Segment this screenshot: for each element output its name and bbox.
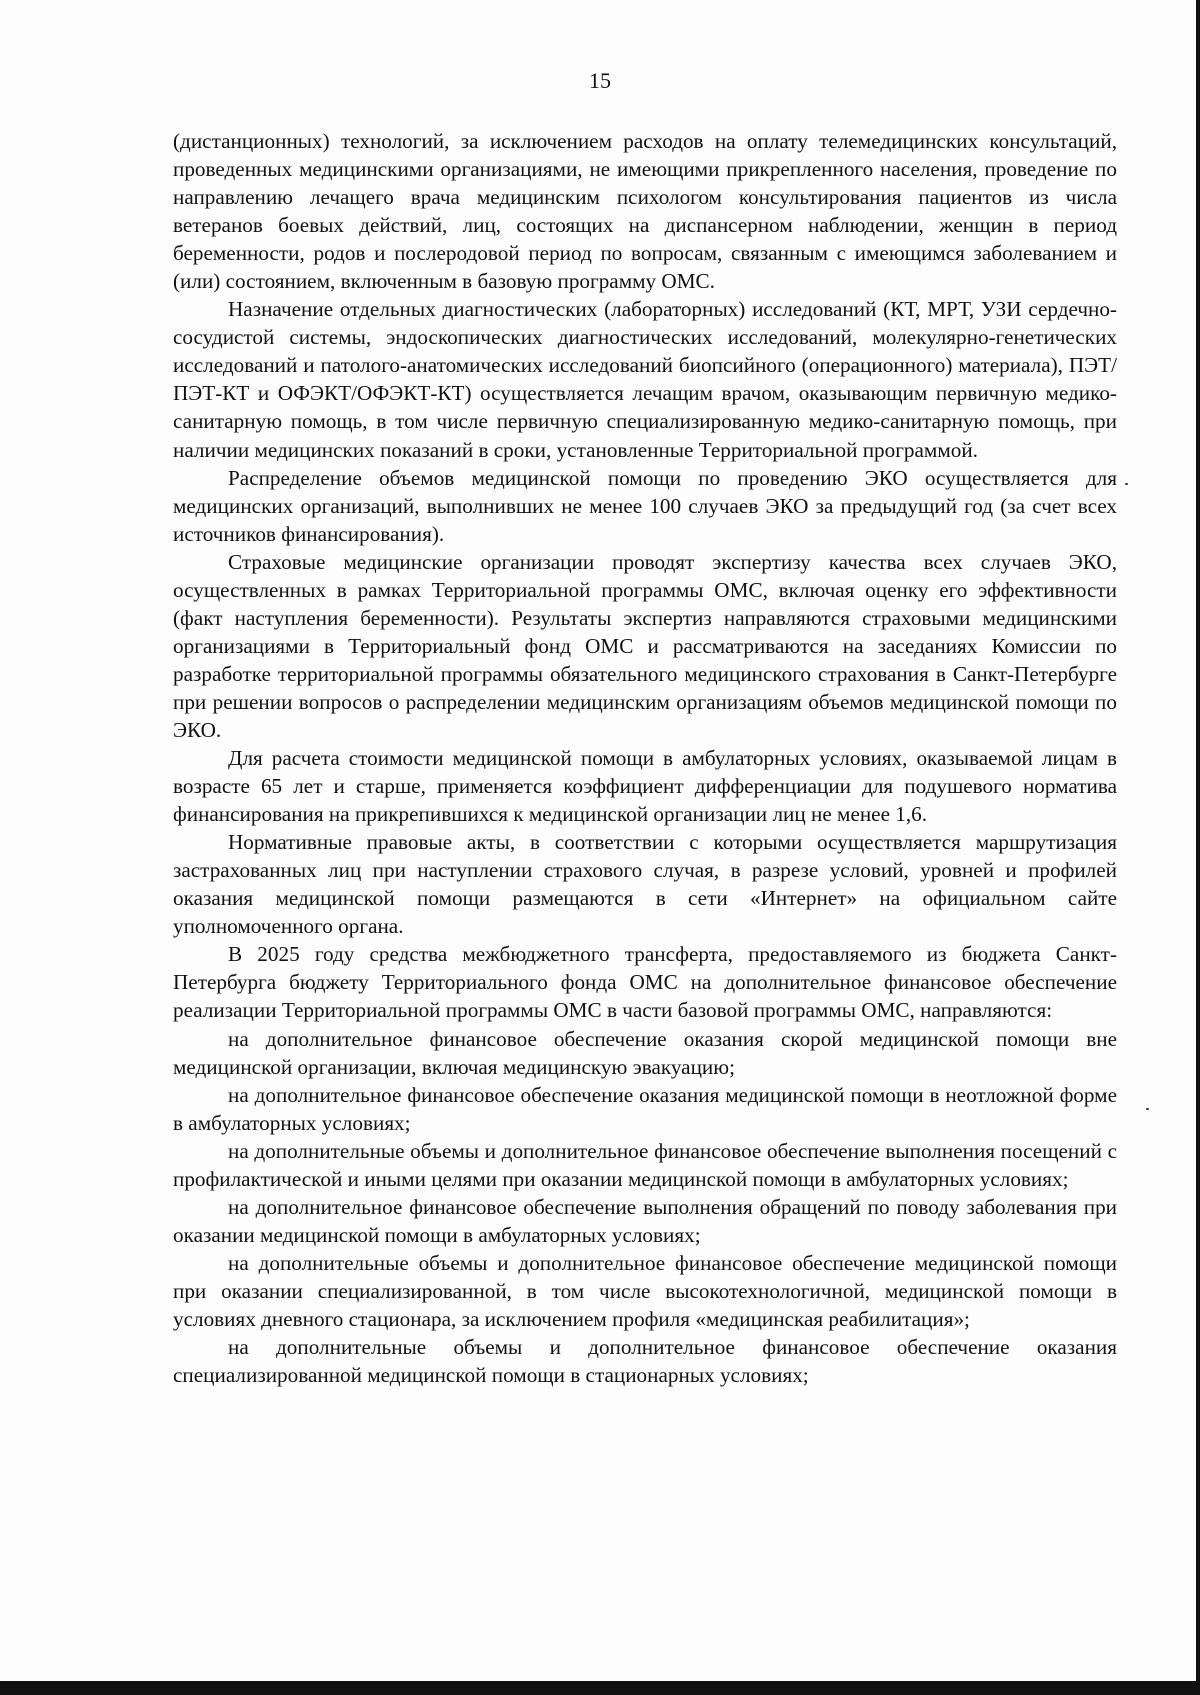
list-item-inpatient-care: на дополнительные объемы и дополнительное финансовое обеспечение оказания специализированной медицинской помощи в стационарных условиях; (173, 1335, 1117, 1388)
paragraph-ambulatory-coefficient: Для расчета стоимости медицинской помощи в амбулаторных условиях, оказываемой лицам в возрасте 65 лет и старше, применяется коэффициент дифференциации для подушевого норматива финансирования на прикрепившихся к медицинской организации лиц не менее 1,6. (173, 746, 1117, 827)
paragraph-eco-distribution: Распределение объемов медицинской помощи по проведению ЭКО осуществляется для медицинских организаций, выполнивших не менее 100 случаев ЭКО за предыдущий год (за счет всех источников финансирования). (173, 465, 1117, 546)
scan-border-right (1196, 0, 1200, 1695)
page-number: 15 (589, 68, 611, 93)
scan-speck (1125, 483, 1128, 485)
paragraph-interbudget-transfer: В 2025 году средства межбюджетного трансферта, предоставляемого из бюджета Санкт-Петербурга бюджету Территориального фонда ОМС на дополнительное финансовое обеспечение реализации Территориальной программы ОМС в части базовой программы ОМС, направляются: (173, 942, 1117, 1023)
paragraph-eco-expertise: Страховые медицинские организации проводят экспертизу качества всех случаев ЭКО, осуществленных в рамках Территориальной программы ОМС, включая оценку его эффективности (факт наступления беременности). Результаты экспертиз направляются страховыми медицинскими организациями в Территориальный фонд ОМС и рассматриваются на заседаниях Комиссии по разработке территориальной программы обязательного медицинского страхования в Санкт-Петербурге при решении вопросов о распределении медицинским организациям объемов медицинской помощи по ЭКО. (173, 549, 1117, 742)
document-body (173, 127, 1117, 1389)
scan-border-bottom (0, 1681, 1200, 1695)
paragraph-routing-acts: Нормативные правовые акты, в соответствии с которыми осуществляется маршрутизация застрахованных лиц при наступлении страхового случая, в разрезе условий, уровней и профилей оказания медицинской помощи размещаются в сети «Интернет» на официальном сайте уполномоченного органа. (173, 830, 1117, 939)
list-item-urgent-ambulatory: на дополнительное финансовое обеспечение оказания медицинской помощи в неотложной форме в амбулаторных условиях; (173, 1082, 1117, 1135)
list-item-emergency-care: на дополнительное финансовое обеспечение оказания скорой медицинской помощи вне медицинской организации, включая медицинскую эвакуацию; (173, 1026, 1117, 1079)
paragraph-diagnostic-studies: Назначение отдельных диагностических (лабораторных) исследований (КТ, МРТ, УЗИ сердечно-сосудистой системы, эндоскопических диагностических исследований, молекулярно-генетических исследований и патолого-анатомических исследований биопсийного (операционного) материала), ПЭТ/ПЭТ-КТ и ОФЭКТ/ОФЭКТ-КТ) осуществляется лечащим врачом, оказывающим первичную медико-санитарную помощь, в том числе первичную специализированную медико-санитарную помощь, при наличии медицинских показаний в сроки, установленные Территориальной программой. (173, 297, 1117, 462)
list-item-disease-appeals: на дополнительное финансовое обеспечение выполнения обращений по поводу заболевания при оказании медицинской помощи в амбулаторных условиях; (173, 1194, 1117, 1247)
scan-speck (1146, 1108, 1149, 1110)
list-item-day-hospital: на дополнительные объемы и дополнительное финансовое обеспечение медицинской помощи при оказании специализированной, в том числе высокотехнологичной, медицинской помощи в условиях дневного стационара, за исключением профиля «медицинская реабилитация»; (173, 1250, 1117, 1331)
paragraph-telemedicine-continuation: (дистанционных) технологий, за исключением расходов на оплату телемедицинских консультаций, проведенных медицинскими организациями, не имеющими прикрепленного населения, проведение по направлению лечащего врача медицинским психологом консультирования пациентов из числа ветеранов боевых действий, лиц, состоящих на диспансерном наблюдении, женщин в период беременности, родов и послеродовой период по вопросам, связанным с имеющимся заболеванием и (или) состоянием, включенным в базовую программу ОМС. (173, 129, 1117, 294)
list-item-preventive-visits: на дополнительные объемы и дополнительное финансовое обеспечение выполнения посещений с профилактической и иными целями при оказании медицинской помощи в амбулаторных условиях; (173, 1138, 1117, 1191)
